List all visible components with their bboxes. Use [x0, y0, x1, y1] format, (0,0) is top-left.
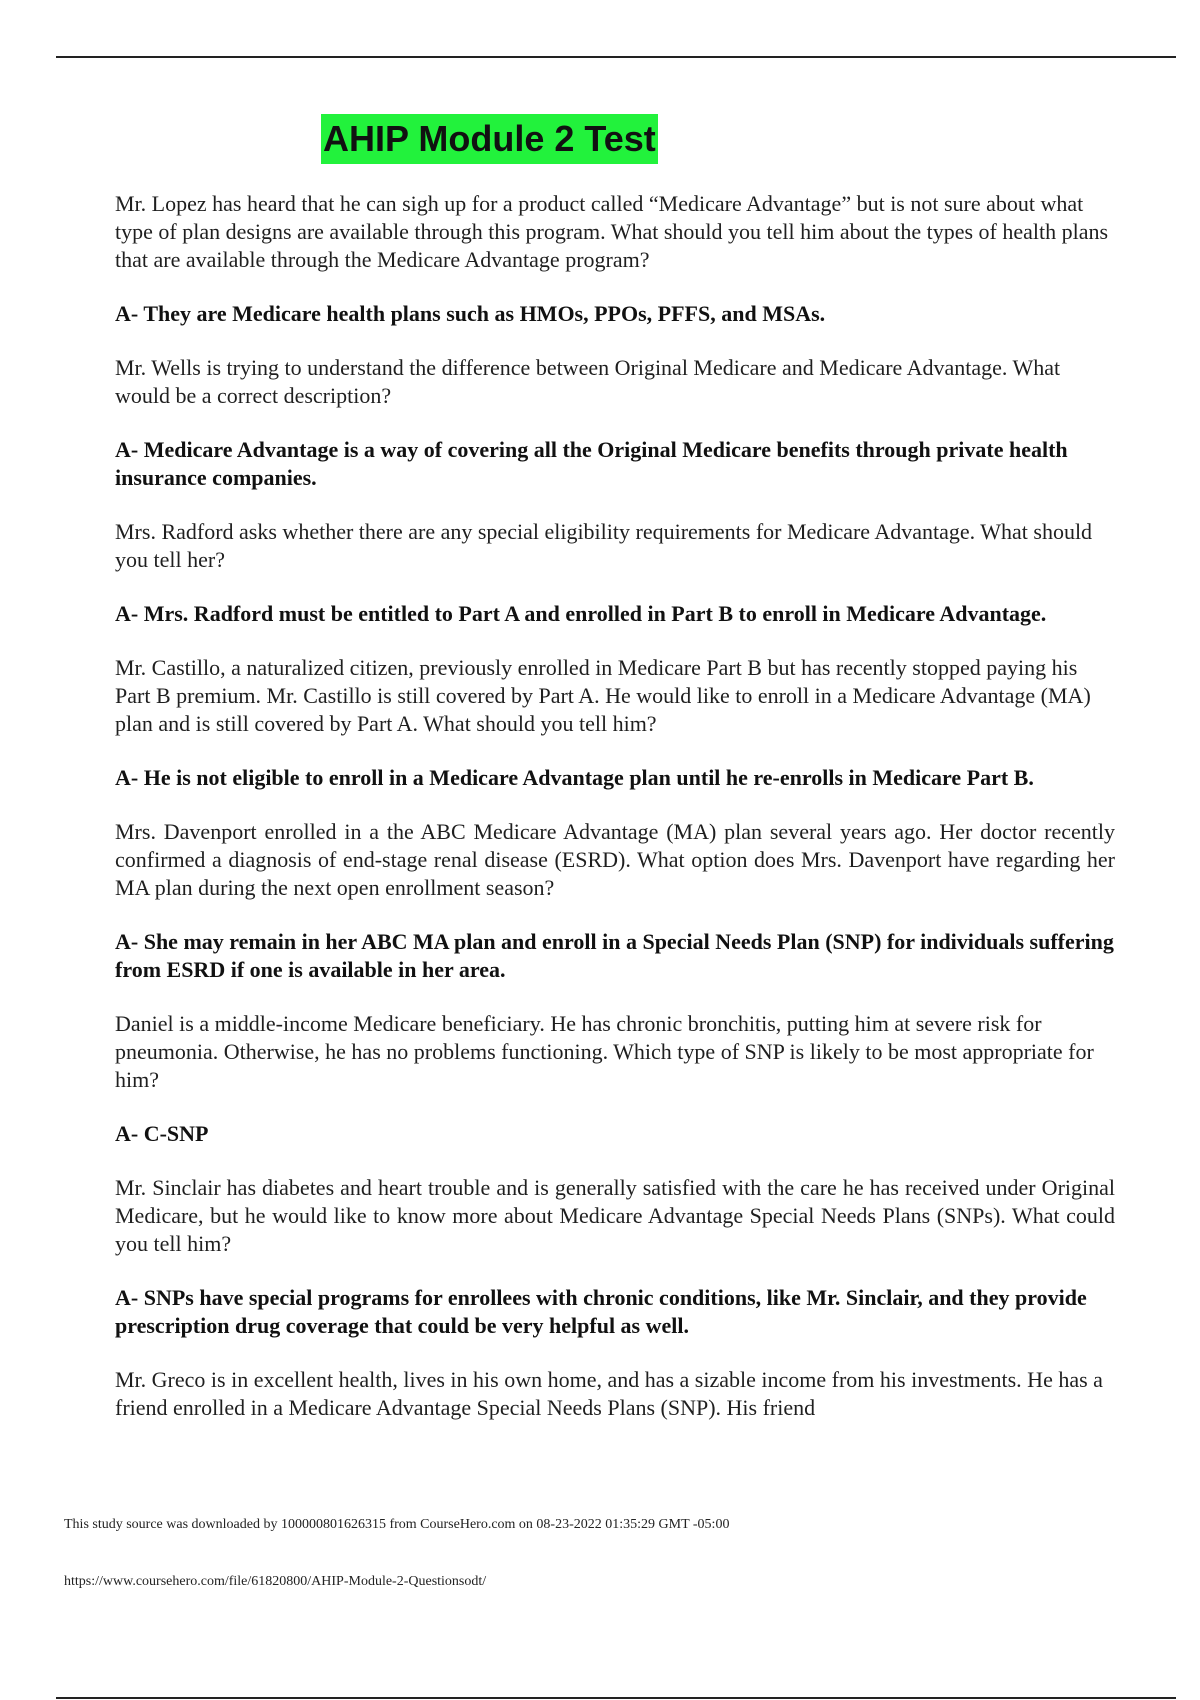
bottom-rule [56, 1697, 1176, 1699]
answer-6: A- C-SNP [115, 1121, 209, 1146]
question-7: Mr. Sinclair has diabetes and heart trouble and is generally satisfied with the care he has received under Original Medicare, but he would like to know more about Medicare Advantage Special Needs Plans (SNPs). What could you tell him? [115, 1175, 1115, 1256]
download-source-note: This study source was downloaded by 100000801626315 from CourseHero.com on 08-23-2022 01:35:29 GMT -05:00 [64, 1517, 730, 1532]
document-body [115, 190, 1115, 1448]
question-3: Mrs. Radford asks whether there are any special eligibility requirements for Medicare Advantage. What should you tell her? [115, 519, 1093, 572]
answer-5: A- She may remain in her ABC MA plan and enroll in a Special Needs Plan (SNP) for individuals suffering from ESRD if one is available in her area. [115, 929, 1114, 982]
question-5: Mrs. Davenport enrolled in a the ABC Medicare Advantage (MA) plan several years ago. Her doctor recently confirmed a diagnosis of end-stage renal disease (ESRD). What option does Mrs. Davenport have regarding her MA plan during the next open enrollment season? [115, 819, 1115, 900]
question-1: Mr. Lopez has heard that he can sigh up for a product called “Medicare Advantage” but is not sure about what type of plan designs are available through this program. What should you tell him about the types of health plans that are available through the Medicare Advantage program? [115, 191, 1109, 272]
question-2: Mr. Wells is trying to understand the difference between Original Medicare and Medicare Advantage. What would be a correct description? [115, 355, 1061, 408]
title-highlight [321, 114, 658, 164]
answer-7: A- SNPs have special programs for enrollees with chronic conditions, like Mr. Sinclair, and they provide prescription drug coverage that could be very helpful as well. [115, 1285, 1087, 1338]
top-rule [56, 56, 1176, 58]
question-8-partial: Mr. Greco is in excellent health, lives in his own home, and has a sizable income from his investments. He has a friend enrolled in a Medicare Advantage Special Needs Plans (SNP). His friend [115, 1367, 1103, 1420]
question-4: Mr. Castillo, a naturalized citizen, previously enrolled in Medicare Part B but has recently stopped paying his Part B premium. Mr. Castillo is still covered by Part A. He would like to enroll in a Medicare Advantage (MA) plan and is still covered by Part A. What should you tell him? [115, 655, 1091, 736]
answer-3: A- Mrs. Radford must be entitled to Part A and enrolled in Part B to enroll in Medicare Advantage. [115, 601, 1047, 626]
document-title: AHIP Module 2 Test [323, 118, 656, 159]
source-url: https://www.coursehero.com/file/61820800/AHIP-Module-2-Questionsodt/ [64, 1574, 487, 1589]
answer-2: A- Medicare Advantage is a way of covering all the Original Medicare benefits through private health insurance companies. [115, 437, 1068, 490]
answer-1: A- They are Medicare health plans such as HMOs, PPOs, PFFS, and MSAs. [115, 301, 826, 326]
question-6: Daniel is a middle-income Medicare beneficiary. He has chronic bronchitis, putting him at severe risk for pneumonia. Otherwise, he has no problems functioning. Which type of SNP is likely to be most appropriate for him? [115, 1011, 1094, 1092]
answer-4: A- He is not eligible to enroll in a Medicare Advantage plan until he re-enrolls in Medicare Part B. [115, 765, 1034, 790]
